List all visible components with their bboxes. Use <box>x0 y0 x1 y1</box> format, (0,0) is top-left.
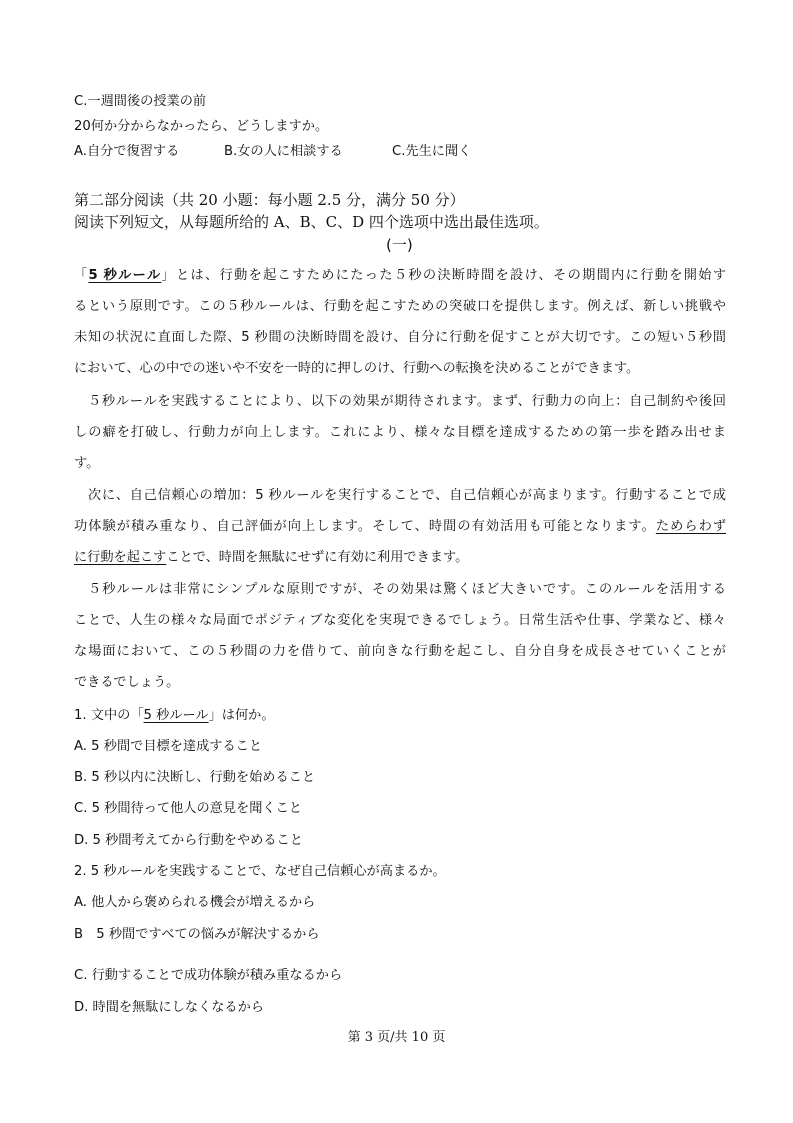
passage-p2-line2: しの癖を打破し、行動力が向上します。これにより、様々な目標を達成するための第一歩を踏み出せま <box>74 425 726 440</box>
passage-p4-line2: ことで、人生の様々な局面でポジティブな変化を実現できるでしょう。日常生活や仕事、学業など、様々 <box>74 613 726 628</box>
option-c-prev: C.一週間後の授業の前 <box>74 94 207 109</box>
q1-option-b: B. 5 秒以内に決断し、行動を始めること <box>74 770 316 785</box>
underlined-phrase-part2: に行動を起こす <box>74 550 167 565</box>
q20-option-b: B.女の人に相談する <box>224 144 343 159</box>
question-2-stem: 2. 5 秒ルールを実践することで、なぜ自己信頼心が高まるか。 <box>74 864 446 879</box>
section-title: 第二部分阅读（共 20 小题：每小题 2.5 分，满分 50 分） <box>74 191 465 209</box>
q2-option-b: B 5 秒間ですべての悩みが解決するから <box>74 927 320 942</box>
passage-p3-line3: に行動を起こすことで、時間を無駄にせずに有効に利用できます。 <box>74 550 469 565</box>
underlined-phrase-part1: ためらわず <box>655 519 727 534</box>
passage-p1-line4: において、心の中での迷いや不安を一時的に押しのけ、行動への転換を決めることができます。 <box>74 361 640 376</box>
question-1-term: 5 秒ルール <box>143 708 209 723</box>
term-5-second-rule: 5 秒ルール <box>88 268 162 283</box>
passage-p1-line1: 「5 秒ルール」とは、行動を起こすためにたった５秒の決断時間を設け、その期間内に行動を開始す <box>74 268 727 283</box>
page-footer: 第 3 页/共 10 页 <box>347 1030 446 1045</box>
q20-option-a: A.自分で復習する <box>74 144 180 159</box>
q2-option-d: D. 時間を無駄にしなくなるから <box>74 1000 264 1015</box>
passage-p3-line2: 功体験が積み重なり、自己評価が向上します。そして、時間の有効活用も可能となります。ためらわず <box>74 519 727 534</box>
part-label: (一) <box>386 236 413 254</box>
passage-p3-line1: 次に、自己信頼心の増加：5 秒ルールを実行することで、自己信頼心が高まります。行動することで成 <box>88 488 726 503</box>
section-instruction: 阅读下列短文，从每题所给的 A、B、C、D 四个选项中选出最佳选项。 <box>74 213 549 231</box>
passage-p4-line4: できるでしょう。 <box>74 675 180 690</box>
question-20: 20何か分からなかったら、どうしますか。 <box>74 119 329 134</box>
q1-option-a: A. 5 秒間で目標を達成すること <box>74 739 263 754</box>
passage-p2-line1: ５秒ルールを実践することにより、以下の効果が期待されます。まず、行動力の向上：自己制約や後回 <box>88 394 726 409</box>
passage-p2-line3: す。 <box>74 456 100 471</box>
q1-option-d: D. 5 秒間考えてから行動をやめること <box>74 833 303 848</box>
passage-p4-line1: ５秒ルールは非常にシンプルな原則ですが、その効果は驚くほど大きいです。このルールを活用する <box>88 582 726 597</box>
q1-option-c: C. 5 秒間待って他人の意見を聞くこと <box>74 801 302 816</box>
passage-p1-line2: るという原則です。この５秒ルールは、行動を起こすための突破口を提供します。例えば、新しい挑戦や <box>74 299 726 314</box>
passage-p4-line3: な場面において、この５秒間の力を借りて、前向きな行動を起こし、自分自身を成長させていくことが <box>74 644 726 659</box>
passage-p1-line3: 未知の状況に直面した際、5 秒間の決断時間を設け、自分に行動を促すことが大切です。この短い５秒間 <box>74 330 726 345</box>
q2-option-a: A. 他人から褒められる機会が増えるから <box>74 895 316 910</box>
q20-option-c: C.先生に聞く <box>392 144 472 159</box>
q2-option-c: C. 行動することで成功体験が積み重なるから <box>74 968 343 983</box>
question-1-stem: 1. 文中の「5 秒ルール」は何か。 <box>74 708 275 723</box>
